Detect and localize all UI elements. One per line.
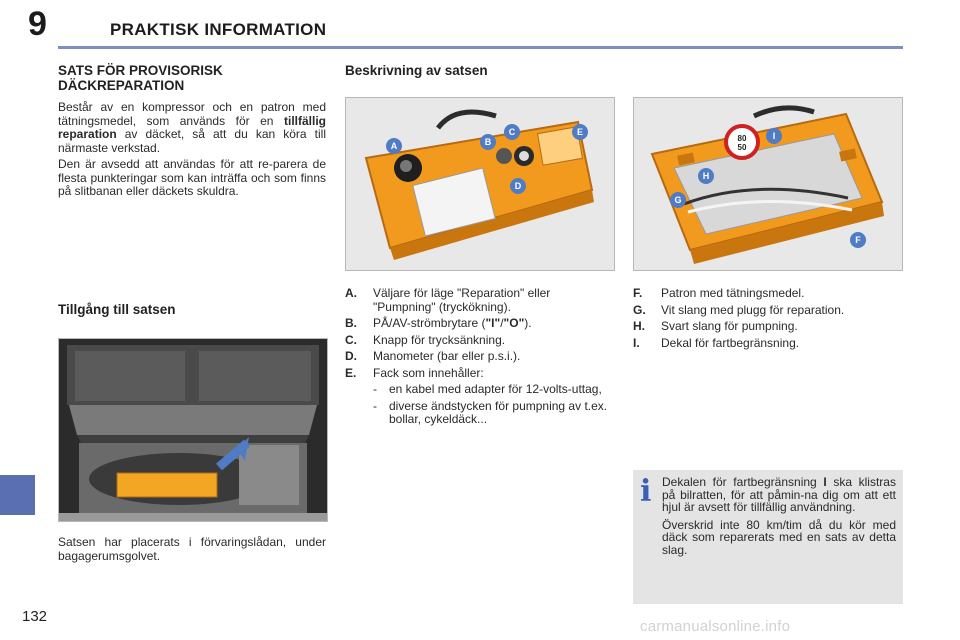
list-item-d: D. Manometer (bar eller p.s.i.). xyxy=(345,349,521,363)
kit-back-photo xyxy=(633,97,903,271)
kit-title-line1: SATS FÖR PROVISORISK xyxy=(58,63,223,78)
sticker-bottom-value: 50 xyxy=(737,143,747,152)
sub-item-nozzles: - diverse ändstycken för pumpning av t.ex. bollar, cykeldäck... xyxy=(373,398,608,426)
sticker-top-value: 80 xyxy=(737,134,747,143)
kit-section-title xyxy=(58,63,328,93)
header-rule xyxy=(58,46,903,49)
callout-d: D xyxy=(514,181,522,191)
callout-c: C xyxy=(508,127,516,137)
kit-title-line2: DÄCKREPARATION xyxy=(58,78,185,93)
chapter-title: PRAKTISK INFORMATION xyxy=(110,20,327,39)
access-section-title: Tillgång till satsen xyxy=(58,302,176,317)
description-list-left xyxy=(345,287,615,430)
list-item-h: H. Svart slang för pumpning. xyxy=(633,319,798,333)
list-item-g: G. Vit slang med plugg för reparation. xyxy=(633,302,845,317)
kit-front-illustration xyxy=(346,98,614,270)
access-caption: Satsen har placerats i förvaringslådan, under bagagerumsgolvet. xyxy=(58,535,326,563)
kit-usage-paragraph: Den är avsedd att användas för att re-parera de flesta punkteringar som kan inträffa och som finns på slitbanan eller däckets skuldra. xyxy=(58,157,326,198)
callout-f: F xyxy=(855,235,861,245)
callout-b: B xyxy=(484,137,492,147)
callout-g: G xyxy=(674,195,682,205)
page-number: 132 xyxy=(22,608,48,625)
list-item-b: B. PÅ/AV-strömbrytare ("I"/"O"). xyxy=(345,316,532,330)
info-text xyxy=(662,476,896,561)
chapter-side-tab xyxy=(0,475,35,515)
callout-e: E xyxy=(576,127,584,137)
info-paragraph-1: Dekalen för fartbegränsning I ska klistras på bilratten, för att påmin-na dig om att ett hjul är avsett för tillfällig användning. xyxy=(662,475,896,514)
list-item-f: F. Patron med tätningsmedel. xyxy=(633,286,805,300)
list-item-i: I. Dekal för fartbegränsning. xyxy=(633,335,800,350)
list-item-c: C. Knapp för trycksänkning. xyxy=(345,332,506,347)
callout-a: A xyxy=(390,141,398,151)
list-item-a: A. Väljare för läge "Reparation" eller "Pumpning" (tryckökning). xyxy=(345,286,551,314)
trunk-storage-photo xyxy=(58,338,328,522)
description-section-title: Beskrivning av satsen xyxy=(345,63,488,78)
callout-i: I xyxy=(772,131,776,141)
kit-back-illustration xyxy=(634,98,902,270)
info-paragraph-2: Överskrid inte 80 km/tim då du kör med däck som reparerats med en sats av detta slag. xyxy=(662,517,896,557)
kit-front-photo xyxy=(345,97,615,271)
kit-description-paragraph: Består av en kompressor och en patron med tätningsmedel, som används för en tillfällig reparation av däcket, så att du kan köra till närmaste verkstad. xyxy=(58,100,326,155)
watermark: carmanualsonline.info xyxy=(640,618,791,635)
kit-emphasis: tillfällig reparation xyxy=(58,113,326,141)
description-list-right xyxy=(633,287,903,353)
list-item-e: E. Fack som innehåller: - en kabel med adapter för 12-volts-uttag, - diverse ändstycken för pumpning av t.ex. bollar, cykeldäck... xyxy=(345,367,615,427)
info-icon: i xyxy=(640,474,652,509)
sub-item-cable: - en kabel med adapter för 12-volts-uttag, xyxy=(373,382,602,396)
trunk-illustration xyxy=(59,339,327,521)
chapter-number: 9 xyxy=(28,5,47,43)
callout-h: H xyxy=(702,171,710,181)
